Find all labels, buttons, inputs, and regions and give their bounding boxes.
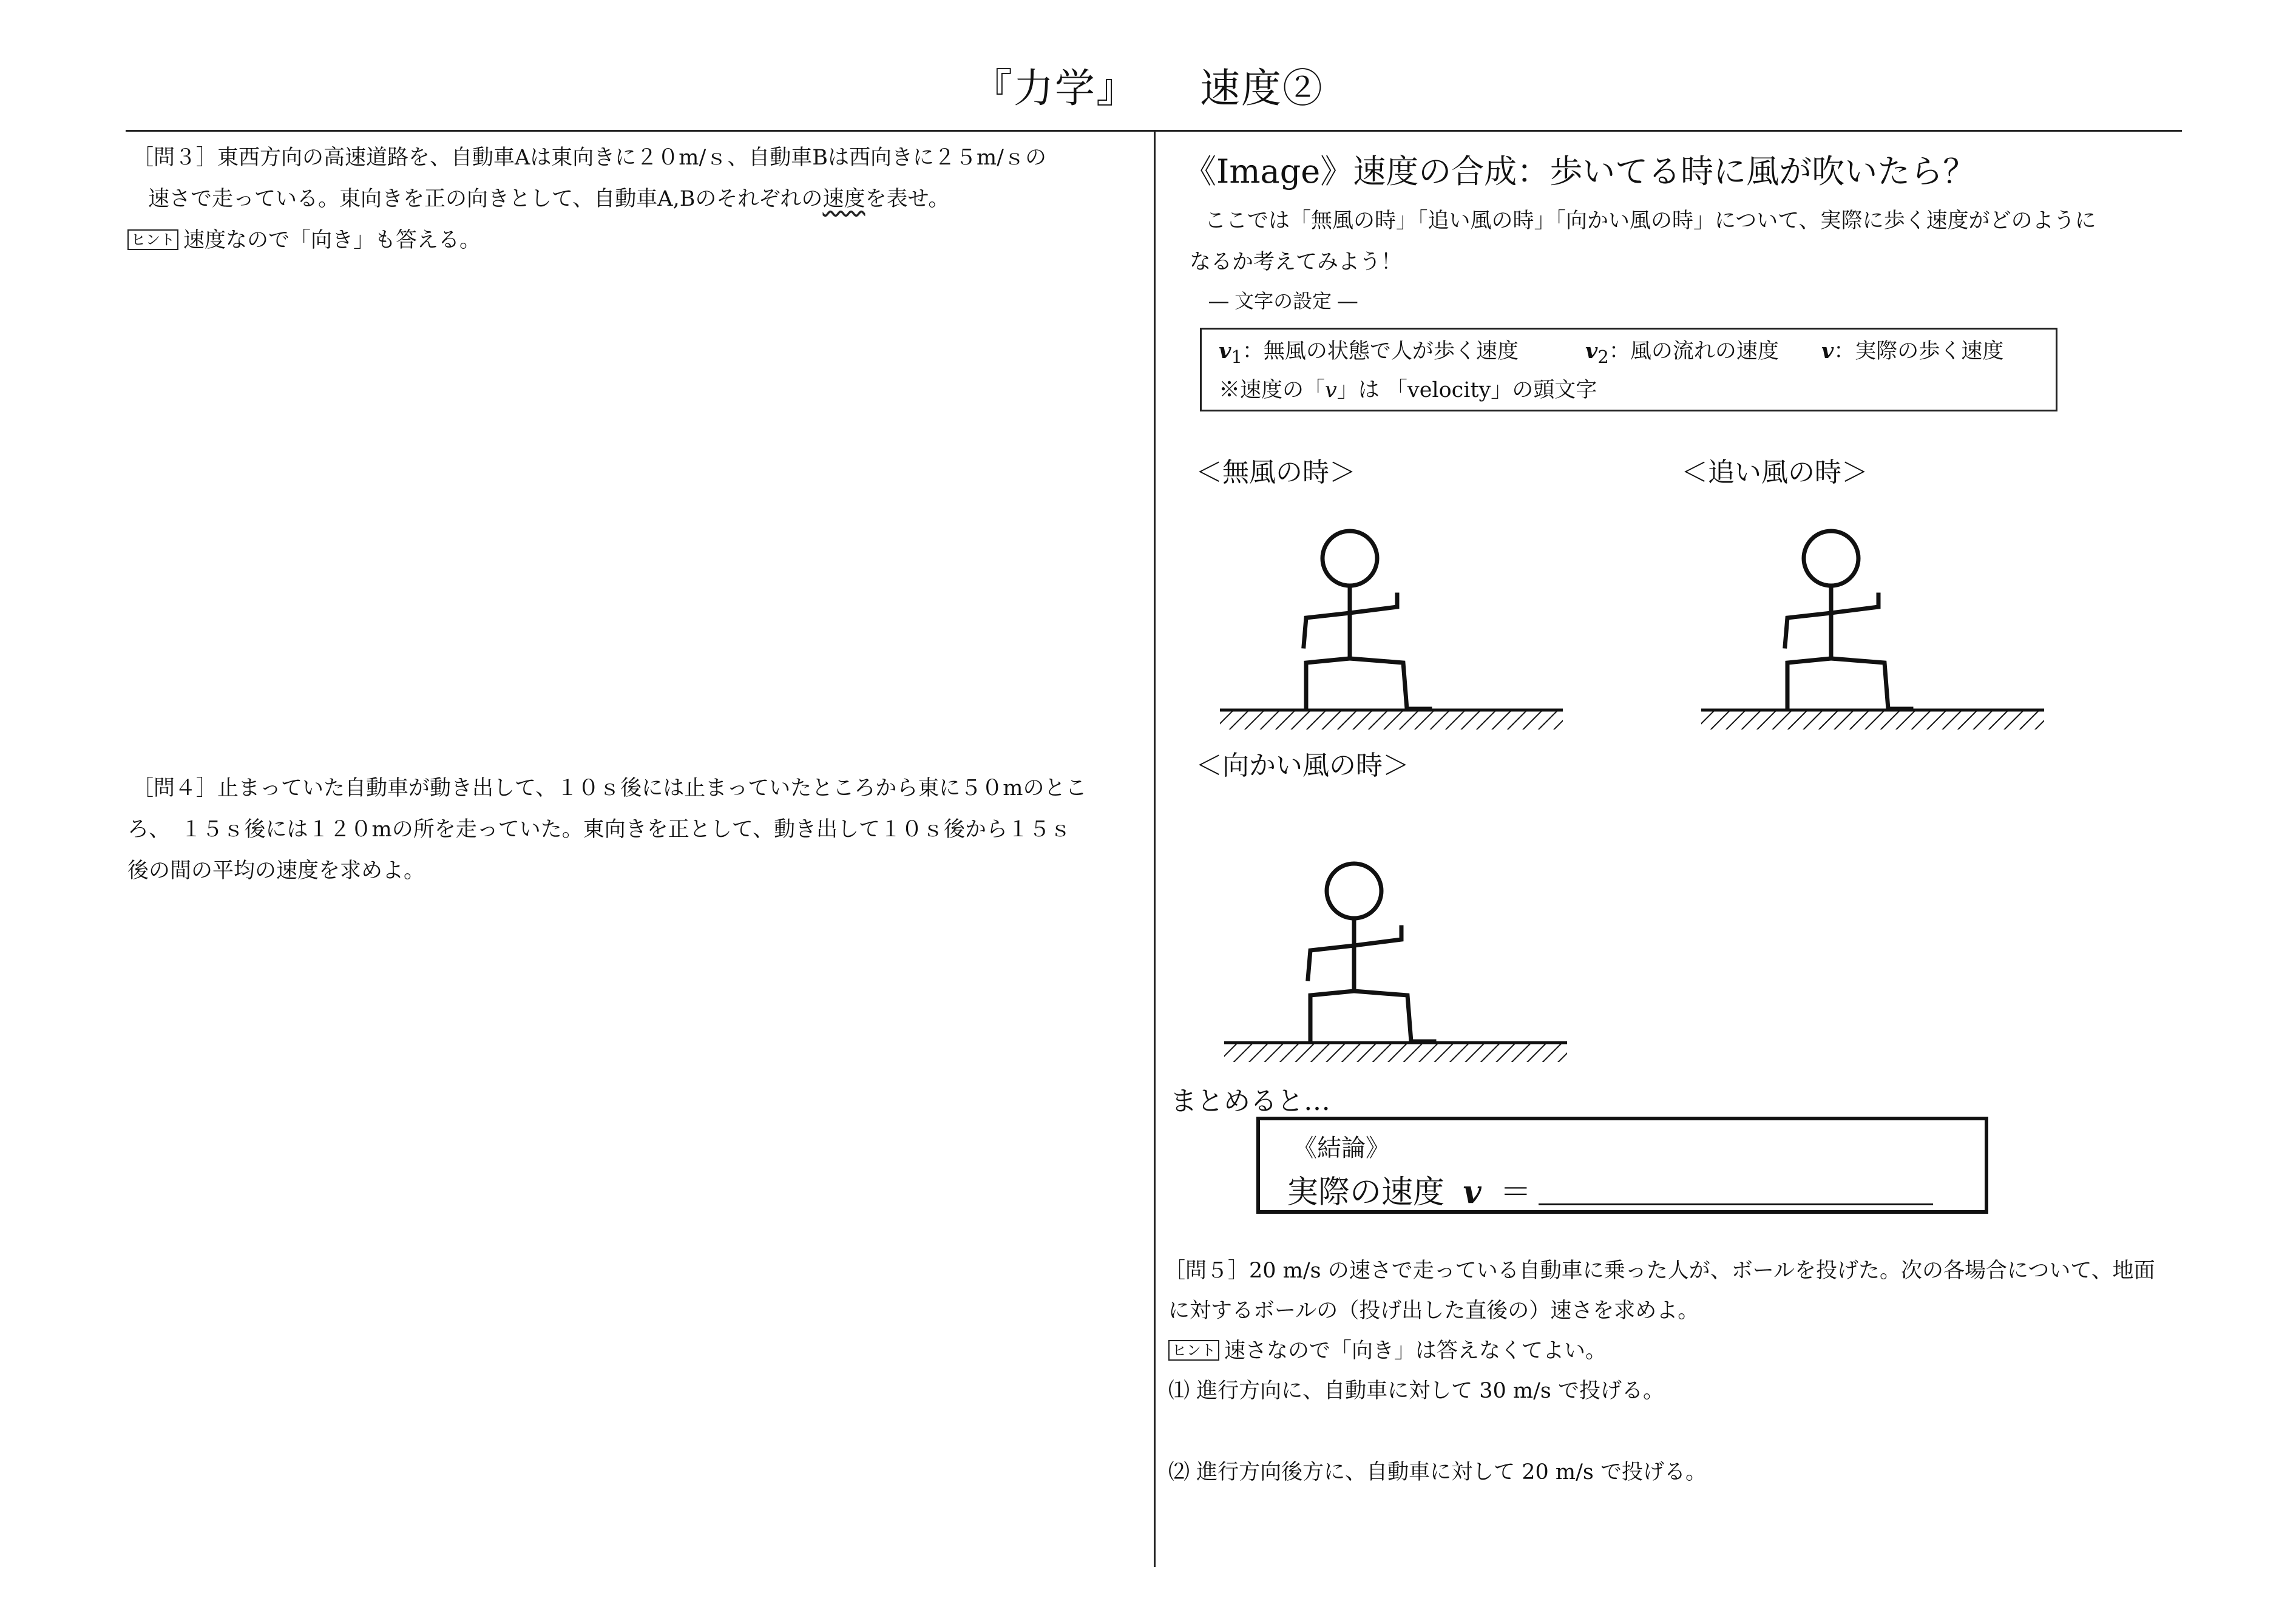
v1-subscript: 1: [1231, 347, 1242, 367]
column-divider: [1154, 130, 1156, 1567]
v2-symbol: v: [1585, 339, 1598, 364]
walking-person-icon: [1785, 531, 1911, 709]
v-description: ：実際の歩く速度: [1834, 339, 2004, 364]
q3-line2-post: を表せ。: [865, 187, 950, 211]
definitions-box: [1200, 328, 2057, 411]
conclusion-formula: [1287, 1166, 1933, 1212]
note-post: 」は 「velocity」の頭文字: [1336, 378, 1597, 402]
q4-line2: ろ、 １５ｓ後には１２０mの所を走っていた。東向きを正として、動き出して１０ｓ後から１５ｓ: [127, 817, 1071, 842]
figure-tail-wind: [1695, 528, 2059, 740]
summary-label: まとめると…: [1170, 1086, 1330, 1117]
q3-line2: [148, 178, 949, 220]
settings-label: ― 文字の設定 ―: [1209, 289, 1358, 313]
answer-blank[interactable]: [1539, 1179, 1933, 1205]
q5-part1: ⑴ 進行方向に、自動車に対して 30 m/s で投げる。: [1168, 1379, 1664, 1403]
q3-emphasis-velocity: 速度: [822, 187, 865, 211]
q3-line1: ［問３］東西方向の高速道路を、自動車Aは東向きに２０m/ｓ、自動車Bは西向きに２５m/ｓの: [132, 146, 1046, 170]
ground-hatch: [1224, 1043, 1567, 1062]
q3-hint: [127, 220, 481, 261]
v1-symbol: v: [1219, 339, 1231, 364]
conclusion-text: 実際の速度: [1287, 1174, 1445, 1211]
q3-line2-pre: 速さで走っている。東向きを正の向きとして、自動車A,Bのそれぞれの: [148, 187, 823, 211]
q4-line1: ［問４］止まっていた自動車が動き出して、１０ｓ後には止まっていたところから東に５０mのとこ: [132, 776, 1087, 800]
label-head-wind: ＜向かい風の時＞: [1196, 750, 1409, 781]
velocity-note: [1219, 373, 1597, 404]
hint-icon: ヒント: [127, 229, 178, 250]
intro-line2: なるか考えてみよう！: [1190, 250, 1403, 274]
label-no-wind: ＜無風の時＞: [1196, 457, 1356, 488]
note-pre: ※速度の「: [1219, 378, 1326, 402]
ground-hatch: [1701, 710, 2044, 729]
q5-line1: ［問５］20 m/s の速さで走っている自動車に乗った人が、ボールを投げた。次の各場合について、地面: [1164, 1259, 2155, 1283]
walking-person-icon: [1304, 531, 1430, 709]
figure-head-wind: [1218, 861, 1582, 1073]
q5-hint: [1168, 1330, 1607, 1372]
ground-hatch: [1220, 710, 1563, 729]
page-title: 『力学』 速度②: [972, 65, 1324, 112]
q5-line2: に対するボールの（投げ出した直後の）速さを求めよ。: [1168, 1299, 1699, 1323]
hint-icon: ヒント: [1168, 1340, 1219, 1361]
v2-subscript: 2: [1597, 347, 1609, 367]
intro-line1: ここでは「無風の時」「追い風の時」「向かい風の時」について、実際に歩く速度がどのように: [1205, 209, 2096, 233]
v1-description: ：無風の状態で人が歩く速度: [1242, 339, 1519, 364]
q5-hint-text: 速さなので「向き」は答えなくてよい。: [1224, 1339, 1607, 1363]
figure-no-wind: [1214, 528, 1578, 740]
v2-description: ：風の流れの速度: [1608, 339, 1779, 364]
image-heading: 《Image》速度の合成：歩いてる時に風が吹いたら？: [1184, 152, 1976, 191]
walking-person-icon: [1308, 864, 1434, 1041]
conclusion-box: [1256, 1117, 1988, 1214]
conclusion-caption: 《結論》: [1293, 1134, 1390, 1162]
note-symbol: v: [1325, 378, 1337, 402]
q3-hint-text: 速度なので「向き」も答える。: [183, 228, 481, 252]
v-symbol: v: [1821, 339, 1834, 364]
definitions-row: [1219, 334, 2003, 367]
label-tail-wind: ＜追い風の時＞: [1681, 457, 1868, 488]
conclusion-var: v: [1463, 1174, 1482, 1211]
conclusion-equals: ＝: [1500, 1174, 1532, 1211]
q4-line3: 後の間の平均の速度を求めよ。: [127, 859, 425, 883]
q5-part2: ⑵ 進行方向後方に、自動車に対して 20 m/s で投げる。: [1168, 1460, 1707, 1484]
